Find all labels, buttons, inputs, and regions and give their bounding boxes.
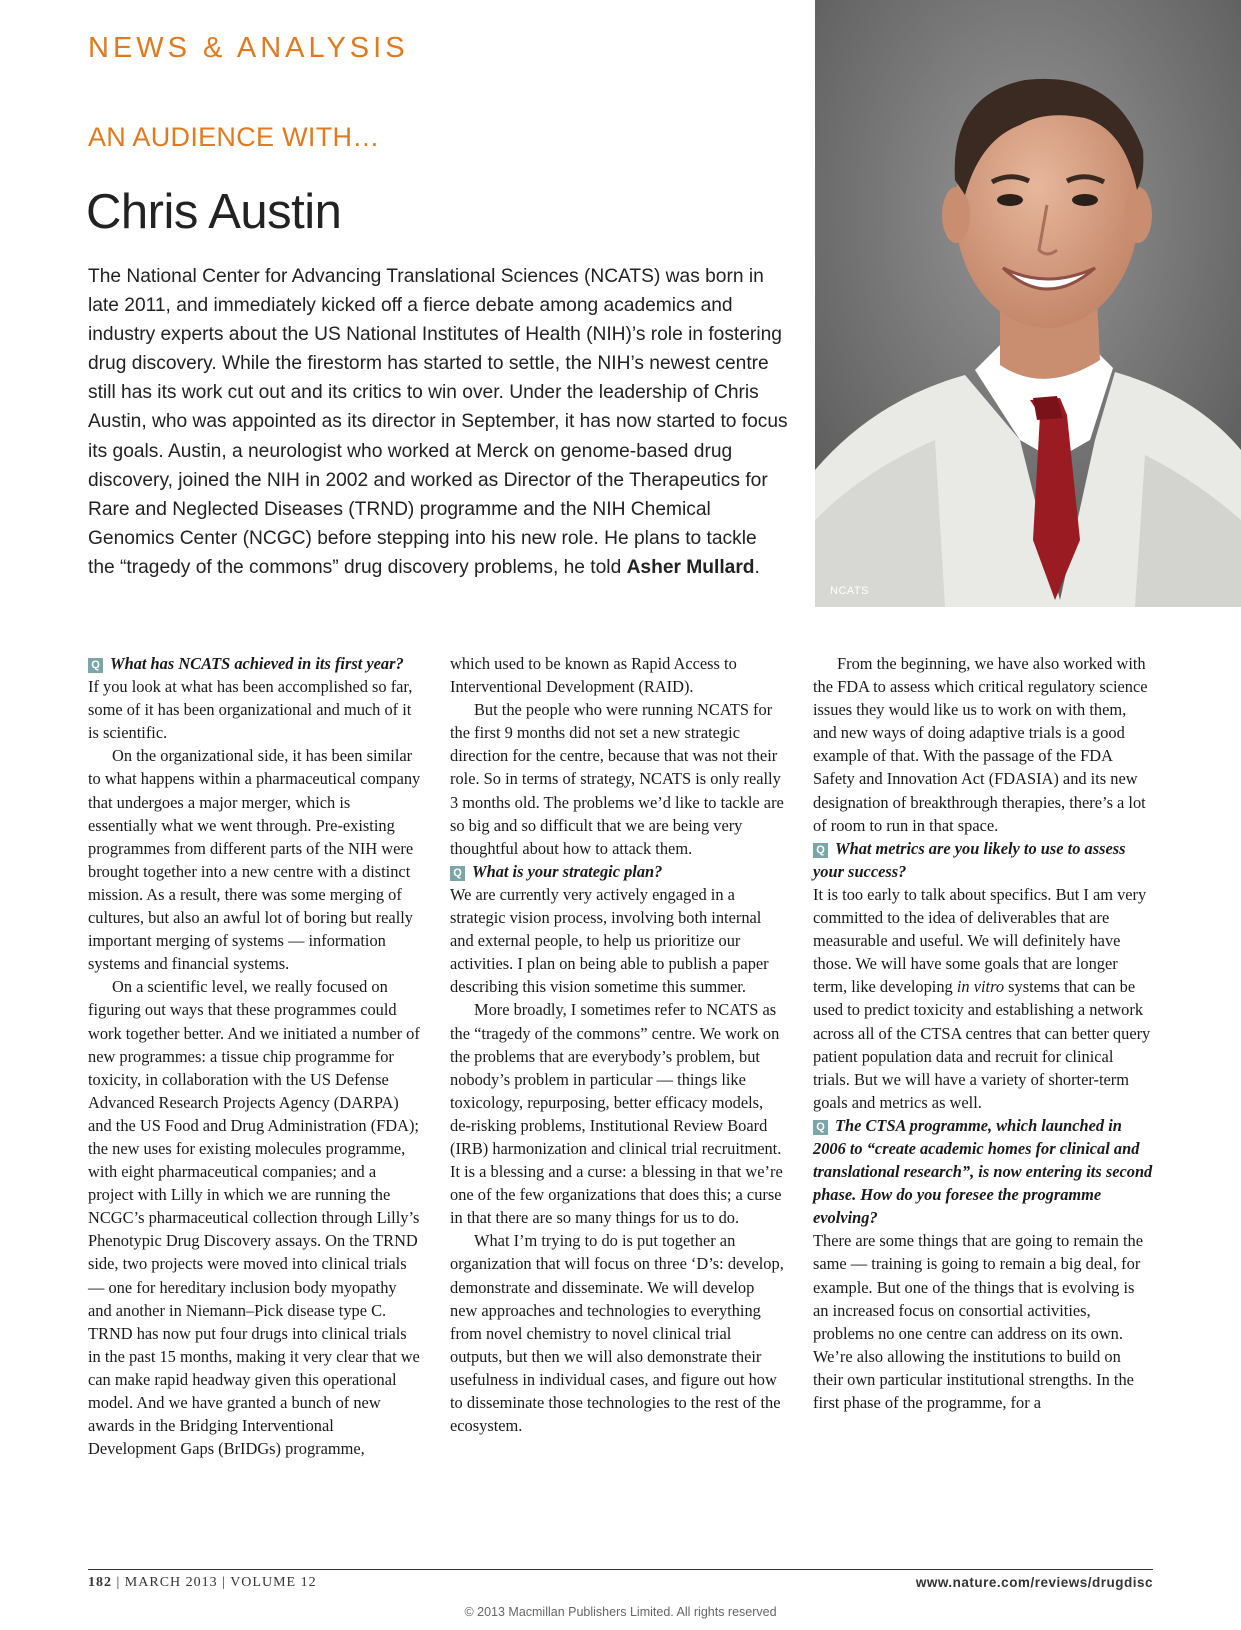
question-text: The CTSA programme, which launched in 2006 to “create academic homes for clinical and translational research”, is now entering its second phase. How do you foresee the programme evolving?: [813, 1115, 1153, 1228]
paragraph: More broadly, I sometimes refer to NCATS as the “tragedy of the commons” centre. We work on the problems that are everybody’s problem, but nobody’s problem in particular — things like toxicology, repurposing, better efficacy models, de-risking problems, Institutional Review Board (IRB) harmonization and clinical trial recruitment. It is a blessing and a curse: a blessing in that we’re one of the few organizations that does this; a curse in that there are so many things for us to do.: [450, 1000, 783, 1228]
footer-divider: [88, 1569, 1153, 1570]
paragraph: If you look at what has been accomplished so far, some of it has been organizational and much of it is scientific.: [88, 677, 413, 743]
standfirst-author: Asher Mullard: [626, 556, 755, 578]
question-heading: [813, 837, 1153, 883]
copyright: © 2013 Macmillan Publishers Limited. All rights reserved: [464, 1605, 777, 1619]
question-icon: Q: [813, 843, 828, 858]
paragraph-text: It is too early to talk about specifics. But I am very committed to the idea of deliverables that are measurable and useful. We will definitely have those. We will have some goals that are longer term, like developing: [813, 884, 1147, 997]
article-column-2: [450, 652, 785, 1437]
paragraph: We are currently very actively engaged in a strategic vision process, involving both internal and external people, to help us prioritize our activities. I plan on being able to publish a paper describing this vision sometime this summer.: [450, 884, 769, 997]
question-icon: Q: [450, 866, 465, 881]
paragraph: On the organizational side, it has been similar to what happens within a pharmaceutical company that undergoes a major merger, which is essentially what we went through. Pre-existing programmes from different parts of the NIH were brought together into a new centre with a distinct mission. As a result, there was some merging of cultures, but also an awful lot of boring but really important merging of systems — information systems and financial systems.: [88, 746, 421, 974]
paragraph: From the beginning, we have also worked with the FDA to assess which critical regulatory science issues they would like us to work on with them, and new ways of doing adaptive trials is a good example of that. With the passage of the FDA Safety and Innovation Act (FDASIA) and its new designation of breakthrough therapies, there’s a lot of room to run in that space.: [813, 654, 1148, 835]
question-heading: [813, 1114, 1153, 1229]
paragraph: [813, 883, 1153, 1114]
paragraph: On a scientific level, we really focused on figuring out ways that these programmes could work together better. And we initiated a number of new programmes: a tissue chip programme for toxicity, in collaboration with the US Defense Advanced Research Projects Agency (DARPA) and the US Food and Drug Administration (FDA); the new uses for existing molecules programme, with eight pharmaceutical companies; and a project with Lilly in which we are running the NCGC’s pharmaceutical collection through Lilly’s Phenotypic Drug Discovery assays. On the TRND side, two projects were moved into clinical trials — one for hereditary inclusion body myopathy and another in Niemann–Pick disease type C. TRND has now put four drugs into clinical trials in the past 15 months, making it very clear that we can make rapid headway given this operational model. And we have granted a bunch of new awards in the Bridging Interventional Development Gaps (BrIDGs) programme,: [88, 977, 420, 1459]
photo-credit: NCATS: [830, 585, 869, 597]
portrait-illustration: [815, 0, 1241, 607]
page-title: Chris Austin: [86, 185, 342, 239]
standfirst: [88, 262, 788, 582]
paragraph-text: systems that can be used to predict toxicity and establishing a network across all of the CTSA centres that can better query patient population data and recruit for clinical trials. But we will have a variety of shorter-term goals and metrics as well.: [813, 977, 1151, 1112]
issue-info: | MARCH 2013 | VOLUME 12: [112, 1575, 317, 1590]
standfirst-text: The National Center for Advancing Translational Sciences (NCATS) was born in late 2011, and immediately kicked off a fierce debate among academics and industry experts about the US National Institutes of Health (NIH)’s role in fostering drug discovery. While the firestorm has started to settle, the NIH’s newest centre still has its work cut out and its critics to win over. Under the leadership of Chris Austin, who was appointed as its director in September, it has now started to focus its goals. Austin, a neurologist who worked at Merck on genome-based drug discovery, joined the NIH in 2002 and worked as Director of the Therapeutics for Rare and Neglected Diseases (TRND) programme and the NIH Chemical Genomics Center (NCGC) before stepping into his new role. He plans to tackle the “tragedy of the commons” drug discovery problems, he told: [88, 266, 788, 578]
footer-url[interactable]: www.nature.com/reviews/drugdisc: [915, 1575, 1153, 1590]
footer-issue: [88, 1575, 317, 1591]
section-header: NEWS & ANALYSIS: [88, 32, 409, 64]
paragraph: There are some things that are going to remain the same — training is going to remain a big deal, for example. But one of the things that is evolving is an increased focus on consortial activities, problems no one centre can address on its own. We’re also allowing the institutions to build on their own particular institutional strengths. In the first phase of the programme, for a: [813, 1231, 1143, 1412]
italic-term: in vitro: [956, 977, 1005, 997]
question-text: What has NCATS achieved in its first year?: [110, 654, 404, 673]
series-kicker: AN AUDIENCE WITH…: [88, 122, 380, 152]
question-icon: Q: [813, 1120, 828, 1135]
question-text: What is your strategic plan?: [472, 861, 663, 881]
question-text: What metrics are you likely to use to assess your success?: [813, 838, 1126, 881]
standfirst-end: .: [754, 556, 760, 578]
paragraph: But the people who were running NCATS for the first 9 months did not set a new strategic direction for the centre, because that was not their role. So in terms of strategy, NCATS is only really 3 months old. The problems we’d like to tackle are so big and so difficult that we are being very thoughtful about how to attack them.: [450, 700, 784, 858]
paragraph: What I’m trying to do is put together an organization that will focus on three ‘D’s: develop, demonstrate and disseminate. We will develop new approaches and technologies to everything from novel chemistry to novel clinical trial outputs, but then we will also demonstrate their usefulness in individual cases, and figure out how to disseminate those technologies to the rest of the ecosystem.: [450, 1231, 784, 1436]
article-column-3: [813, 652, 1153, 1414]
portrait-photo: [815, 0, 1241, 607]
question-icon: Q: [88, 658, 103, 673]
question-heading: [88, 652, 423, 675]
paragraph: which used to be known as Rapid Access to Interventional Development (RAID).: [450, 654, 737, 697]
question-heading: [450, 860, 785, 883]
article-column-1: [88, 652, 423, 1460]
page-number: 182: [88, 1575, 112, 1590]
